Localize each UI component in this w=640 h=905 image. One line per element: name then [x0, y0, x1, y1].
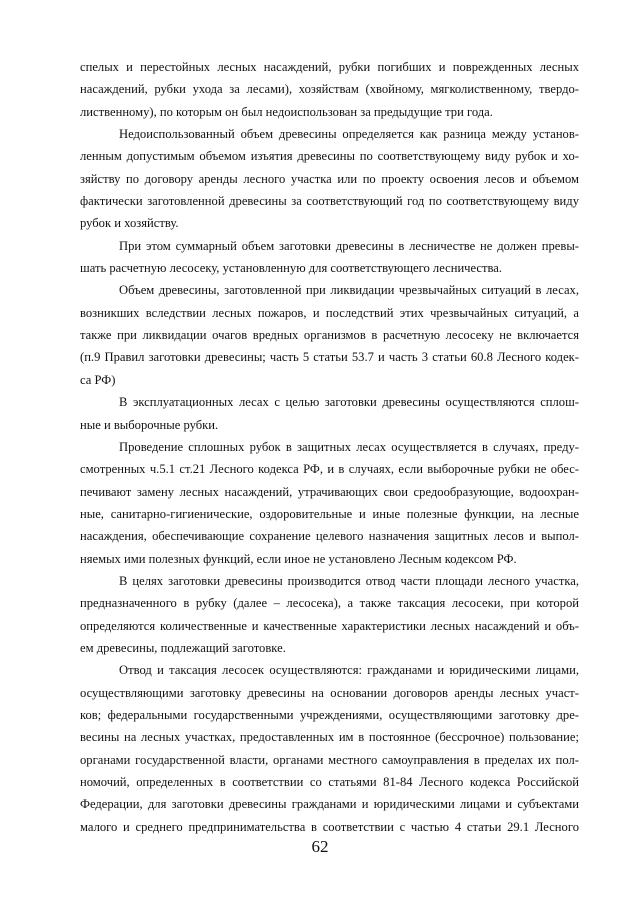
text-line: осуществляющими заготовку древесины на основании договоров аренды лесных участ- — [80, 685, 579, 700]
text-line: Проведение сплошных рубок в защитных лесах осуществляется в случаях, преду- — [119, 439, 579, 454]
text-line: Объем древесины, заготовленной при ликвидации чрезвычайных ситуаций в лесах, — [119, 283, 579, 298]
text-line: номочий, определенных в соответствии со статьями 81-84 Лесного кодекса Российской — [80, 775, 579, 789]
text-line: ков; федеральными государственными учреждениями, осуществляющими заготовку дре- — [80, 707, 579, 722]
page-number: 62 — [311, 837, 329, 856]
text-line: спелых и перестойных лесных насаждений, рубки погибших и поврежденных лесных — [80, 60, 579, 74]
body-text — [80, 56, 579, 838]
text-line: са РФ) — [80, 372, 116, 387]
text-line: В целях заготовки древесины производится отвод части площади лесного участка, — [119, 573, 579, 588]
text-line: (п.9 Правил заготовки древесины; часть 5 статьи 53.7 и часть 3 статьи 60.8 Лесного кодек- — [80, 350, 579, 365]
text-line: рубок и хозяйству. — [80, 216, 179, 231]
text-line: ем древесины, подлежащий заготовке. — [80, 640, 286, 655]
text-line: определяются количественные и качественные характеристики лесных насаждений и объ- — [80, 618, 579, 633]
text-line: Федерации, для заготовки древесины гражданами и юридическими лицами и субъектами — [80, 797, 579, 812]
text-line: фактически заготовленной древесины за соответствующий год по соответствующему виду — [80, 194, 579, 209]
text-line: няемых ими полезных функций, если иное не установлено Лесным кодексом РФ. — [80, 551, 517, 566]
text-line: ленным допустимым объемом изъятия древесины по соответствующему виду рубок и хо- — [80, 149, 579, 164]
text-line: ные и выборочные рубки. — [80, 417, 219, 432]
text-line: насаждения, обеспечивающие сохранение целевого назначения защитных лесов и выпол- — [80, 529, 579, 544]
text-line: насаждений, рубки ухода за лесами), хозяйствам (хвойному, мягколиственному, твердо- — [80, 82, 579, 97]
text-line: малого и среднего предпринимательства в соответствии с частью 4 статьи 29.1 Лесного — [80, 819, 579, 834]
text-line: Недоиспользованный объем древесины определяется как разница между установ- — [119, 127, 579, 142]
text-line: смотренных ч.5.1 ст.21 Лесного кодекса РФ, и в случаях, если выборочные рубки не обес- — [80, 462, 579, 477]
text-line: печивают замену лесных насаждений, утрачивающих свои средообразующие, водоохран- — [80, 484, 579, 499]
text-line: шать расчетную лесосеку, установленную для соответствующего лесничества. — [80, 261, 503, 276]
text-line: При этом суммарный объем заготовки древесины в лесничестве не должен превы- — [119, 238, 579, 253]
text-line: ные, санитарно-гигиенические, оздоровительные и иные полезные функции, на лесные — [80, 506, 579, 521]
text-line: В эксплуатационных лесах с целью заготовки древесины осуществляются сплош- — [119, 395, 579, 410]
text-line: органами государственной власти, органами местного самоуправления в пределах их пол- — [80, 752, 579, 767]
text-line: лиственному), по которым он был недоиспользован за предыдущие три года. — [80, 104, 493, 119]
text-line: предназначенного в рубку (далее – лесосека), а также таксация лесосеки, при которой — [80, 596, 579, 611]
text-line: возникших вследствии лесных пожаров, и последствий этих чрезвычайных ситуаций, а — [80, 305, 579, 320]
text-line: зяйству по договору аренды лесного участка или по проекту освоения лесов и объемом — [80, 171, 579, 186]
text-line: весины на лесных участках, предоставленных им в постоянное (бессрочное) пользование; — [80, 730, 579, 745]
text-line: Отвод и таксация лесосек осуществляются: гражданами и юридическими лицами, — [119, 663, 579, 678]
text-line: также при ликвидации очагов вредных организмов в расчетную лесосеку не включается — [80, 328, 579, 343]
